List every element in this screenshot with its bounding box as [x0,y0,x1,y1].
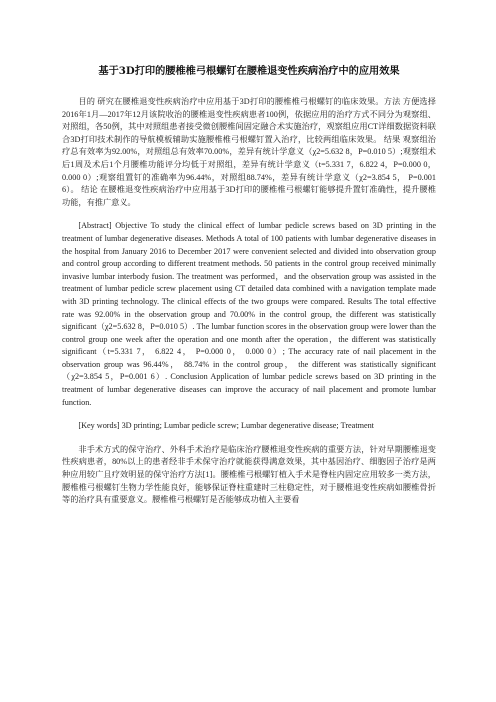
abstract-chinese: 目的 研究在腰椎退变性疾病治疗中应用基于3D打印的腰椎椎弓根螺钉的临床效果。方法 方便选择2016年1月—2017年12月该院收治的腰椎退变性疾病患者100例，依据应用的治疗方式不同分为观察组、对照组，各50例，其中对照组患者接受微创腰椎间固定融合术实施治疗，观察组应用CT详细数据资料联合3D打印技术制作的导航模板辅助实施腰椎椎弓根螺钉置入治疗，比较两组临床效果。 结果 观察组治疗总有效率为92.00%，对照组总有效率70.00%，差异有统计学意义（χ2=5.632 8，P=0.010 5）;观察组术后1周及术后1个月腰椎功能评分均低于对照组，差异有统计学意义（t=5.331 7，6.822 4，P=0.000 0，0.000 0）;观察组置钉的准确率为96.44%，对照组88.74%，差异有统计学意义（χ2=3.854 5， P=0.001 6）。 结论 在腰椎退变性疾病治疗中应用基于3D打印的腰椎椎弓根螺钉能够提升置钉准确性，提升腰椎功能，有推广意义。 [62,97,436,207]
abstract-english: [Abstract] Objective To study the clinical effect of lumbar pedicle screws based on 3D printing in the treatment of lumbar degenerative diseases. Methods A total of 100 patients with lumbar degenerative diseases in the hospital from January 2016 to December 2017 were convenient selected and divided into observation group and control group according to different treatment methods. 50 patients in the control group received minimally invasive lumbar interbody fusion. The treatment was performed，and the observation group was assisted in the treatment of lumbar pedicle screw placement using CT detailed data combined with a navigation template made with 3D printing technology. The clinical effects of the two groups were compared. Results The total effective rate was 92.00% in the observation group and 70.00% in the control group, the different was statistically significant（χ2=5.632 8，P=0.010 5）. The lumbar function scores in the observation group were lower than the control group one week after the operation and one month after the operation，the different was statistically significant（t=5.331 7， 6.822 4， P=0.000 0， 0.000 0）; The accuracy rate of nail placement in the observation group was 96.44%， 88.74% in the control group， the different was statistically significant（χ2=3.854 5，P=0.001 6）. Conclusion Application of lumbar pedicle screws based on 3D printing in the treatment of lumbar degenerative diseases can improve the accuracy of nail placement and promote lumbar function. [62,221,436,407]
paper-title: 基于3D打印的腰椎椎弓根螺钉在腰椎退变性疾病治疗中的应用效果 [98,65,400,77]
introduction-paragraph: 非手术方式的保守治疗、外科手术治疗是临床治疗腰椎退变性疾病的重要方法，针对早期腰椎退变性疾病患者，80%以上的患者经非手术保守治疗就能获得满意效果，其中基因治疗、细胞因子治疗是两种应用较广且疗效明显的保守治疗方法[1]。腰椎椎弓根螺钉植入手术是脊柱内固定应用较多一类方法，腰椎椎弓根螺钉生物力学性能良好，能够保证脊柱重建时三柱稳定性，对于腰椎退变性疾病如腰椎骨折等的治疗具有重要意义。腰椎椎弓根螺钉是否能够成功植入主要看 [62,444,436,505]
keywords: [Key words] 3D printing; Lumbar pedicle screw; Lumbar degenerative disease; Treatment [78,421,374,431]
